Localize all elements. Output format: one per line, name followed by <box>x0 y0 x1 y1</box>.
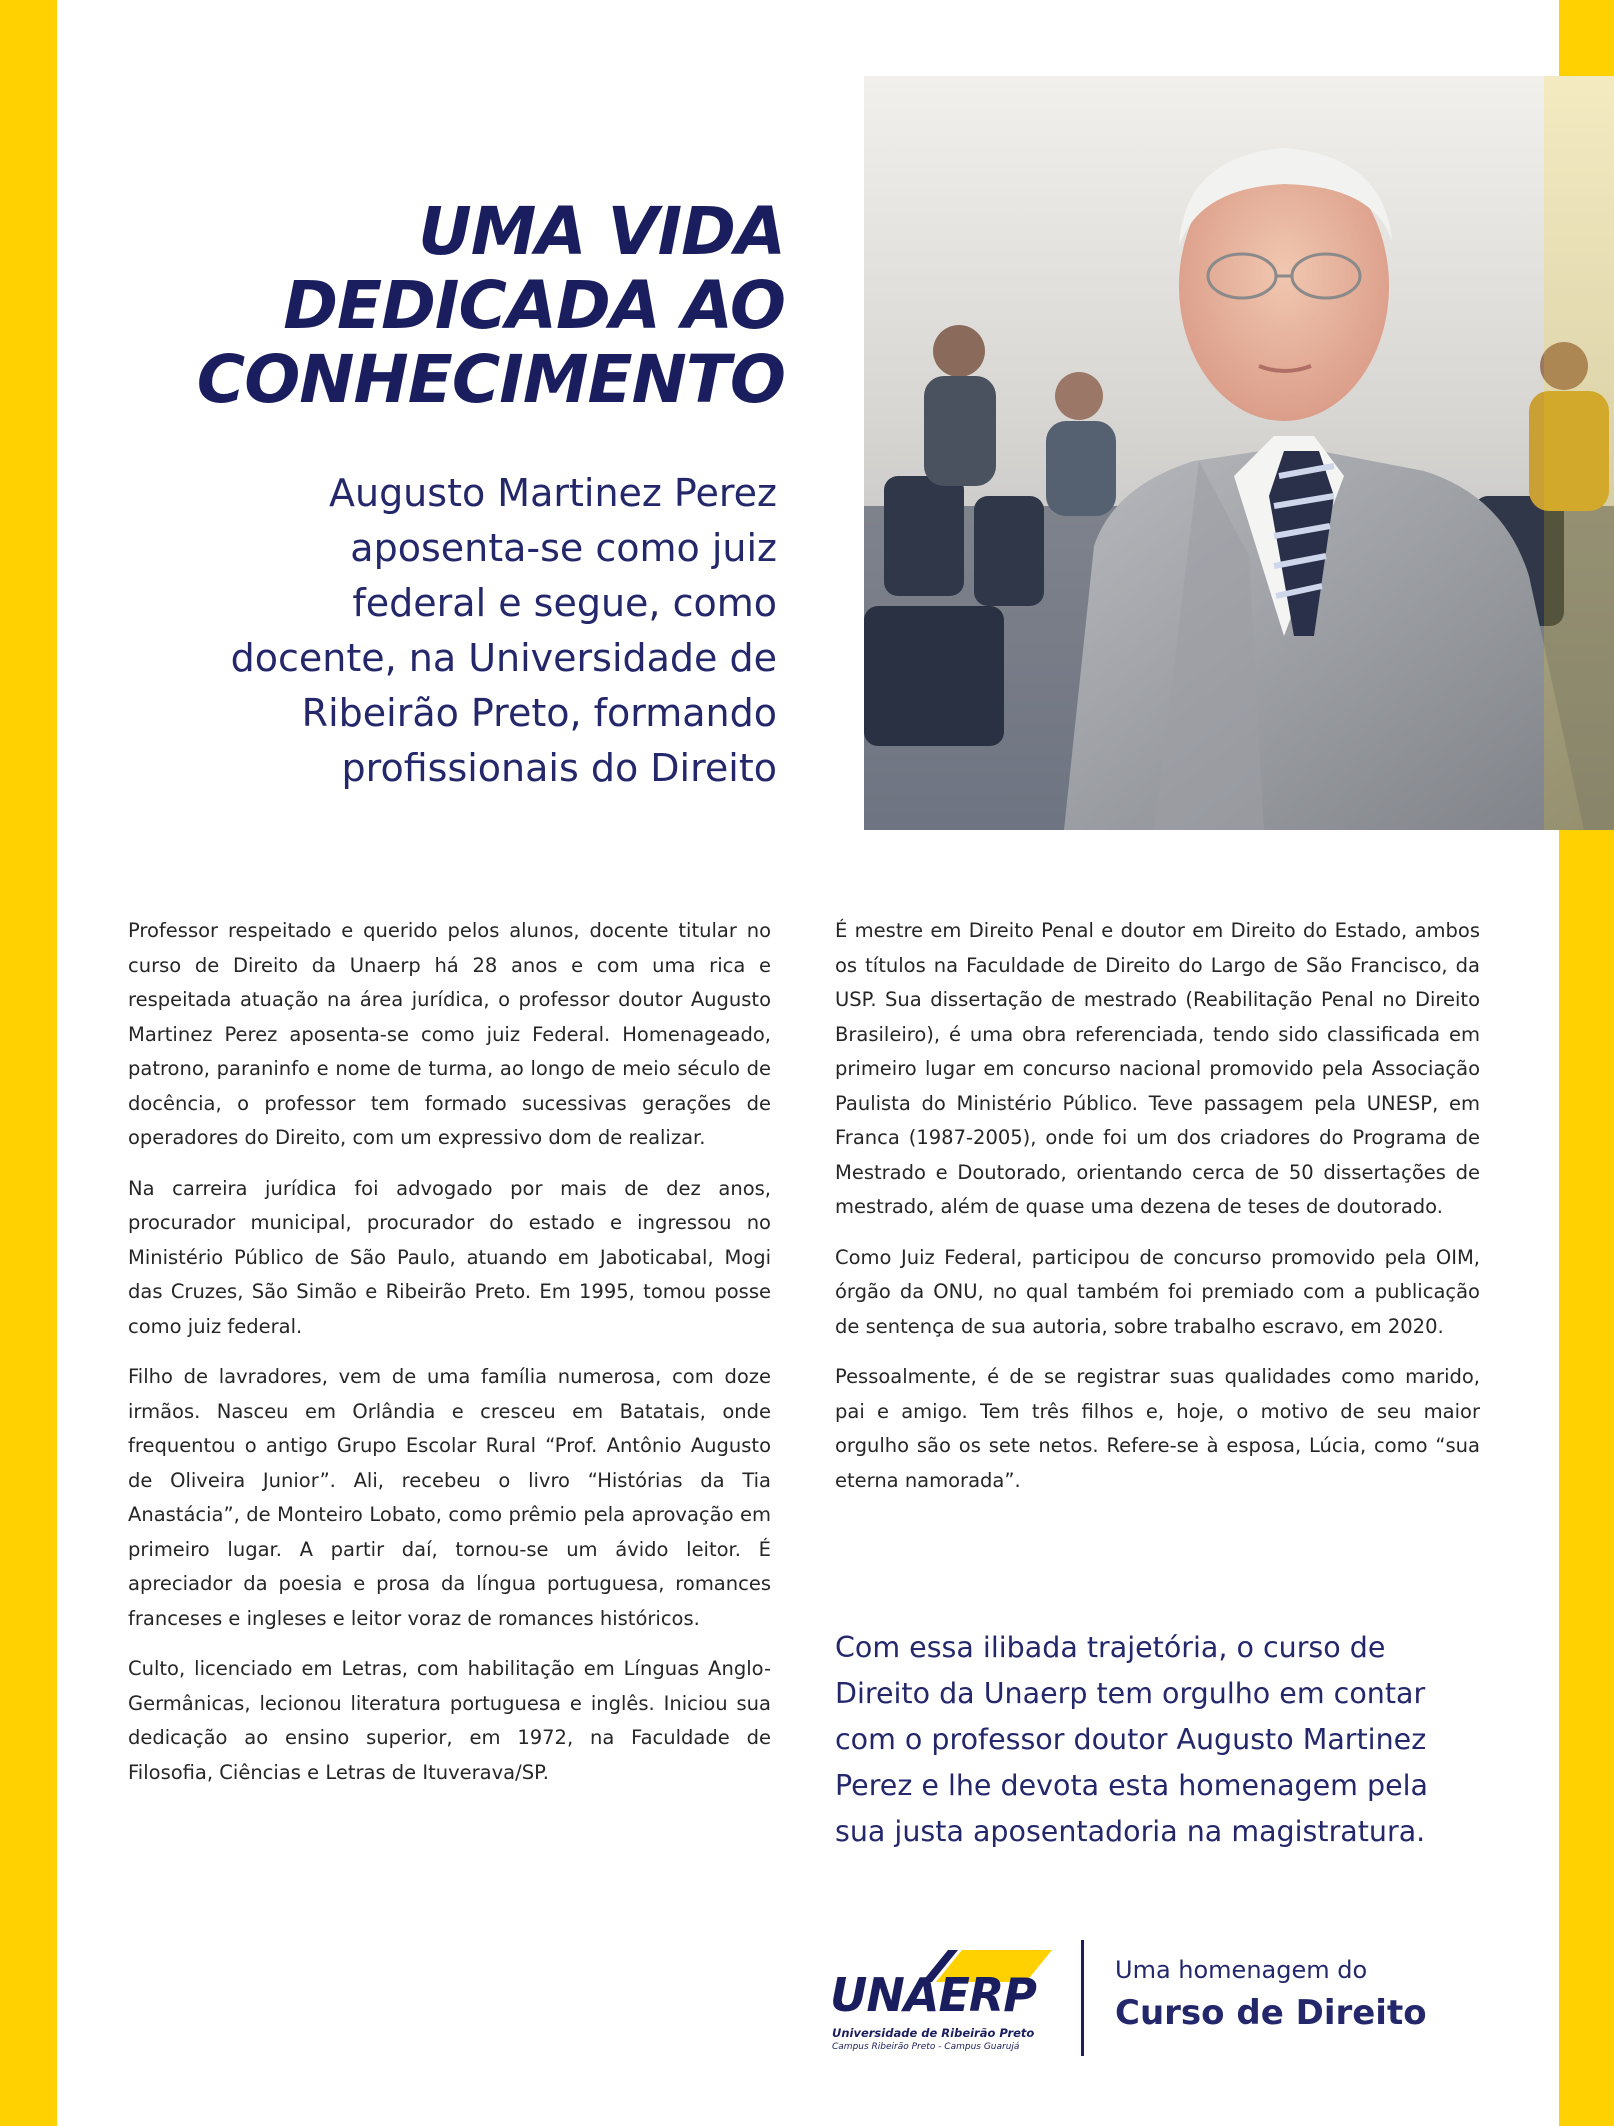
subtitle-line-1: Augusto Martinez Perez <box>328 471 777 515</box>
paragraph-career: Na carreira jurídica foi advogado por mais de dez anos, procurador municipal, procurador do estado e ingressou no Ministério Público de São Paulo, atuando em Jaboticabal, Mogi das Cruzes, São Simão e Ribeirão Preto. Em 1995, tomou posse como juiz federal. <box>128 1176 771 1338</box>
tribute-course: Curso de Direito <box>1115 1993 1427 2033</box>
paragraph-degrees: É mestre em Direito Penal e doutor em Direito do Estado, ambos os títulos na Faculdade de Direito do Largo de São Francisco, da USP. Sua dissertação de mestrado (Reabilitação Penal no Direito Brasileiro), é uma obra referenciada, tendo sido classificada em primeiro lugar em concurso nacional promovido pela Associação Paulista do Ministério Público. Teve passagem pela UNESP, em Franca (1987-2005), onde foi um dos criadores do Programa de Mestrado e Doutorado, orientando cerca de 50 dissertações de mestrado, além de quase uma dezena de teses de doutorado. <box>835 919 1480 1218</box>
title-line-1: UMA VIDA <box>418 193 785 270</box>
left-yellow-band <box>0 0 57 2126</box>
logo-subtitle: Universidade de Ribeirão Preto <box>832 2026 1035 2040</box>
closing-line-2: Direito da Unaerp tem orgulho em contar <box>835 1677 1426 1710</box>
closing-line-1: Com essa ilibada trajetória, o curso de <box>835 1631 1386 1664</box>
subtitle-line-4: docente, na Universidade de <box>230 636 777 680</box>
footer-divider <box>1081 1940 1084 2056</box>
closing-statement <box>835 1625 1485 1855</box>
subtitle <box>100 466 777 796</box>
closing-line-3: com o professor doutor Augusto Martinez <box>835 1723 1427 1756</box>
paragraph-intro: Professor respeitado e querido pelos alunos, docente titular no curso de Direito da Unaerp há 28 anos e com uma rica e respeitada atuação na área jurídica, o professor doutor Augusto Martinez Perez aposenta-se como juiz Federal. Homenageado, patrono, paraninfo e nome de turma, ao longo de meio século de docência, o professor tem formado sucessivas gerações de operadores do Direito, com um expressivo dom de realizar. <box>128 919 771 1149</box>
unaerp-logo <box>830 1948 1060 2058</box>
logo-name: UNAERP <box>830 1968 1037 2022</box>
page-title <box>100 195 785 417</box>
subtitle-line-5: Ribeirão Preto, formando <box>301 691 777 735</box>
paragraph-origins: Filho de lavradores, vem de uma família numerosa, com doze irmãos. Nasceu em Orlândia e cresceu em Batatais, onde frequentou o antigo Grupo Escolar Rural “Prof. Antônio Augusto de Oliveira Junior”. Ali, recebeu o livro “Histórias da Tia Anastácia”, de Monteiro Lobato, como prêmio pela aprovação em primeiro lugar. A partir daí, tornou-se um ávido leitor. É apreciador da poesia e prosa da língua portuguesa, romances franceses e ingleses e leitor voraz de romances históricos. <box>128 1365 771 1630</box>
closing-line-5: sua justa aposentadoria na magistratura. <box>835 1815 1426 1848</box>
logo-campus: Campus Ribeirão Preto - Campus Guarujá <box>832 2042 1020 2052</box>
tribute-caption: Uma homenagem do <box>1115 1956 1368 1984</box>
title-line-3: CONHECIMENTO <box>196 341 785 418</box>
left-column <box>128 914 771 1806</box>
closing-line-4: Perez e lhe devota esta homenagem pela <box>835 1769 1429 1802</box>
title-line-2: DEDICADA AO <box>283 267 785 344</box>
subtitle-line-6: profissionais do Direito <box>341 746 777 790</box>
paragraph-judge: Como Juiz Federal, participou de concurso promovido pela OIM, órgão da ONU, no qual também foi premiado com a publicação de sentença de sua autoria, sobre trabalho escravo, em 2020. <box>835 1245 1480 1338</box>
portrait-photo <box>864 76 1614 830</box>
paragraph-personal: Pessoalmente, é de se registrar suas qualidades como marido, pai e amigo. Tem três filhos e, hoje, o motivo de seu maior orgulho são os sete netos. Refere-se à esposa, Lúcia, como “sua eterna namorada”. <box>835 1365 1480 1492</box>
portrait-photo-icon <box>864 76 1614 830</box>
subtitle-line-2: aposenta-se como juiz <box>350 526 777 570</box>
right-column <box>835 914 1480 1514</box>
paragraph-education: Culto, licenciado em Letras, com habilitação em Línguas Anglo-Germânicas, lecionou literatura portuguesa e inglês. Iniciou sua dedicação ao ensino superior, em 1972, na Faculdade de Filosofia, Ciências e Letras de Ituverava/SP. <box>128 1657 771 1784</box>
subtitle-line-3: federal e segue, como <box>352 581 777 625</box>
